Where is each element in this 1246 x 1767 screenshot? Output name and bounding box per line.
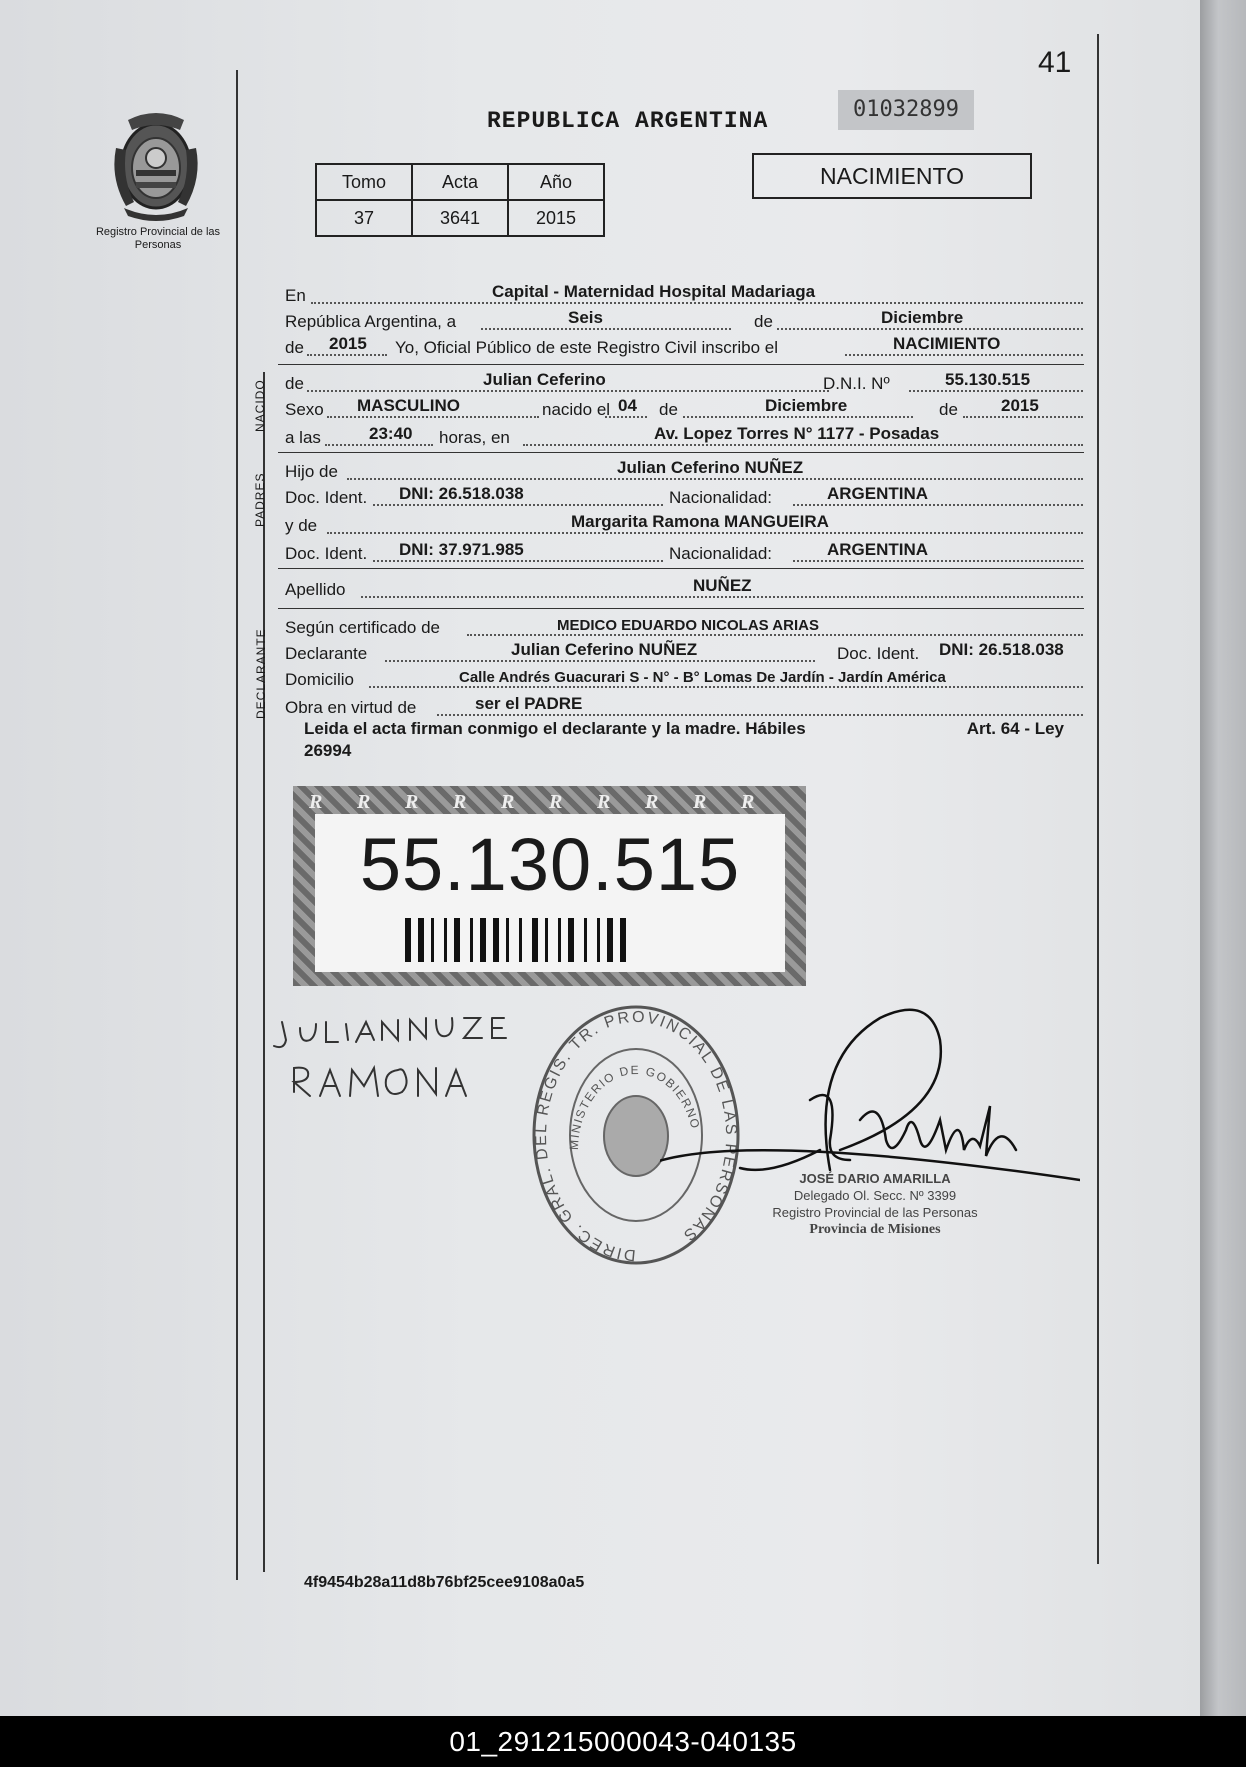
nacido-section-label: NACIDO (253, 379, 267, 432)
leida-text: Leida el acta firman conmigo el declarante y la madre. Hábiles (304, 719, 806, 738)
official-role: Delegado Ol. Secc. Nº 3399 (793, 1188, 957, 1203)
apellido-value: NUÑEZ (693, 576, 752, 595)
padre-doc: DNI: 26.518.038 (399, 484, 524, 503)
stamp-inner-text: MINISTERIO DE GOBIERNO (566, 1062, 703, 1151)
nacido-sexo: MASCULINO (357, 396, 460, 415)
obra-label: Obra en virtud de (285, 698, 417, 717)
nacido-de2-label: de (659, 400, 678, 419)
nacido-de3-label: de (939, 400, 958, 419)
right-margin-line (1097, 34, 1099, 1564)
de2-label: de (285, 338, 304, 357)
svg-text:R: R (693, 791, 707, 812)
row-certificado (285, 616, 1085, 640)
madre-nacionalidad: ARGENTINA (827, 540, 929, 559)
tomo-value: 37 (316, 200, 412, 236)
right-edge-strip (1200, 0, 1246, 1716)
domicilio-value: Calle Andrés Guacurari S - N° - B° Lomas De Jardín - Jardín América (459, 669, 946, 686)
official-org: Registro Provincial de las Personas (772, 1205, 978, 1220)
sticker-inner (315, 814, 785, 972)
madre-doc-label: Doc. Ident. (285, 544, 368, 563)
madre-nombre: Margarita Ramona MANGUEIRA (571, 512, 829, 531)
horas-label: horas, en (439, 428, 510, 447)
page-number: 41 (1038, 46, 1072, 79)
svg-text:R: R (453, 791, 467, 812)
leida-ley: 26994 (304, 741, 352, 760)
row-oficial (285, 336, 1085, 360)
stamp-ring-text: DIREC. GRAL. DEL REGIS. TR. PROVINCIAL DE LAS PERSONAS (532, 1008, 740, 1264)
row-madre (285, 514, 1085, 538)
certificado-value: MEDICO EDUARDO NICOLAS ARIAS (557, 617, 819, 634)
nacido-hora: 23:40 (369, 424, 413, 443)
sticker-r-pattern-icon (303, 790, 783, 812)
sticker-number: 55.130.515 (359, 823, 741, 906)
apellido-label: Apellido (285, 580, 346, 599)
closing-statement (304, 718, 1064, 762)
nacido-lugar: Av. Lopez Torres N° 1177 - Posadas (654, 424, 940, 443)
anio-inscripcion: 2015 (329, 334, 367, 353)
padre-nac-label: Nacionalidad: (669, 488, 773, 507)
acto-inscripcion: NACIMIENTO (893, 334, 1001, 353)
alas-label: a las (285, 428, 321, 447)
dia-inscripcion: Seis (568, 308, 603, 327)
nacido-mes: Diciembre (765, 396, 848, 415)
acta-value: 3641 (412, 200, 508, 236)
domicilio-label: Domicilio (285, 670, 354, 689)
anio-value: 2015 (508, 200, 604, 236)
inner-margin-line (263, 372, 265, 1572)
row-apellido (285, 578, 1085, 602)
nacido-dia: 04 (618, 396, 637, 415)
row-padre-doc (285, 486, 1085, 510)
padre-doc-label: Doc. Ident. (285, 488, 368, 507)
hijo-de-label: Hijo de (285, 462, 338, 481)
document-title: REPUBLICA ARGENTINA (487, 108, 769, 134)
svg-text:R: R (597, 791, 611, 812)
row-en (285, 284, 1085, 308)
en-label: En (285, 286, 306, 305)
oficial-text: Yo, Oficial Público de este Registro Civil inscribo el (395, 338, 778, 357)
madre-nac-label: Nacionalidad: (669, 544, 773, 563)
official-name: JOSÉ DARIO AMARILLA (799, 1171, 951, 1186)
row-nacido-sexo (285, 398, 1085, 422)
signature-icon (660, 1000, 1080, 1200)
row-republica (285, 310, 1085, 334)
row-obra (285, 696, 1085, 720)
barcode-icon (403, 918, 703, 966)
svg-text:R: R (501, 791, 515, 812)
padres-section-label: PADRES (253, 472, 267, 527)
de-label: de (754, 312, 773, 331)
svg-text:R: R (405, 791, 419, 812)
anio-label: Año (508, 164, 604, 200)
declarante-doc-label: Doc. Ident. (837, 644, 920, 663)
obra-value: ser el PADRE (475, 694, 583, 713)
dni-label: D.N.I. Nº (823, 374, 890, 393)
left-margin-line (236, 70, 238, 1580)
row-nacido-nombre (285, 372, 1085, 396)
acta-label: Acta (412, 164, 508, 200)
padre-nombre: Julian Ceferino NUÑEZ (617, 458, 804, 477)
row-nacido-hora (285, 426, 1085, 450)
svg-text:R: R (645, 791, 659, 812)
row-padre (285, 460, 1085, 484)
registro-caption: Registro Provincial de las Personas (95, 226, 221, 251)
nacido-de-label: de (285, 374, 304, 393)
lugar-inscripcion: Capital - Maternidad Hospital Madariaga (492, 282, 816, 301)
declarante-nombre: Julian Ceferino NUÑEZ (511, 640, 698, 659)
serial-number: 01032899 (838, 90, 974, 130)
nacido-dni: 55.130.515 (945, 370, 1031, 389)
row-declarante (285, 642, 1085, 666)
svg-text:R: R (741, 791, 755, 812)
nacido-el-label: nacido el (542, 400, 611, 419)
nacido-anio: 2015 (1001, 396, 1039, 415)
leida-art: Art. 64 - Ley (966, 719, 1064, 738)
declarante-doc: DNI: 26.518.038 (939, 640, 1064, 659)
padre-nacionalidad: ARGENTINA (827, 484, 929, 503)
svg-text:R: R (549, 791, 563, 812)
nacido-nombre: Julian Ceferino (483, 370, 606, 389)
certificado-label: Según certificado de (285, 618, 440, 637)
coat-of-arms-icon (108, 108, 204, 224)
declarante-label: Declarante (285, 644, 368, 663)
record-type-box: NACIMIENTO (752, 153, 1032, 199)
y-de-label: y de (285, 516, 318, 535)
document-hash: 4f9454b28a11d8b76bf25cee9108a0a5 (304, 1574, 585, 1591)
mes-inscripcion: Diciembre (881, 308, 964, 327)
svg-text:R: R (357, 791, 371, 812)
svg-text:R: R (309, 791, 323, 812)
handwritten-names-icon (270, 1010, 550, 1120)
footer-id: 01_291215000043-040135 (0, 1716, 1246, 1767)
declarante-section-label: DECLARANTE (254, 628, 268, 719)
official-province: Provincia de Misiones (809, 1222, 941, 1237)
republica-label: República Argentina, a (285, 312, 457, 331)
tomo-label: Tomo (316, 164, 412, 200)
row-domicilio (285, 668, 1085, 692)
row-madre-doc (285, 542, 1085, 566)
madre-doc: DNI: 37.971.985 (399, 540, 524, 559)
dni-sticker (293, 786, 806, 986)
sexo-label: Sexo (285, 400, 324, 419)
tomo-acta-anio-table (315, 163, 605, 237)
